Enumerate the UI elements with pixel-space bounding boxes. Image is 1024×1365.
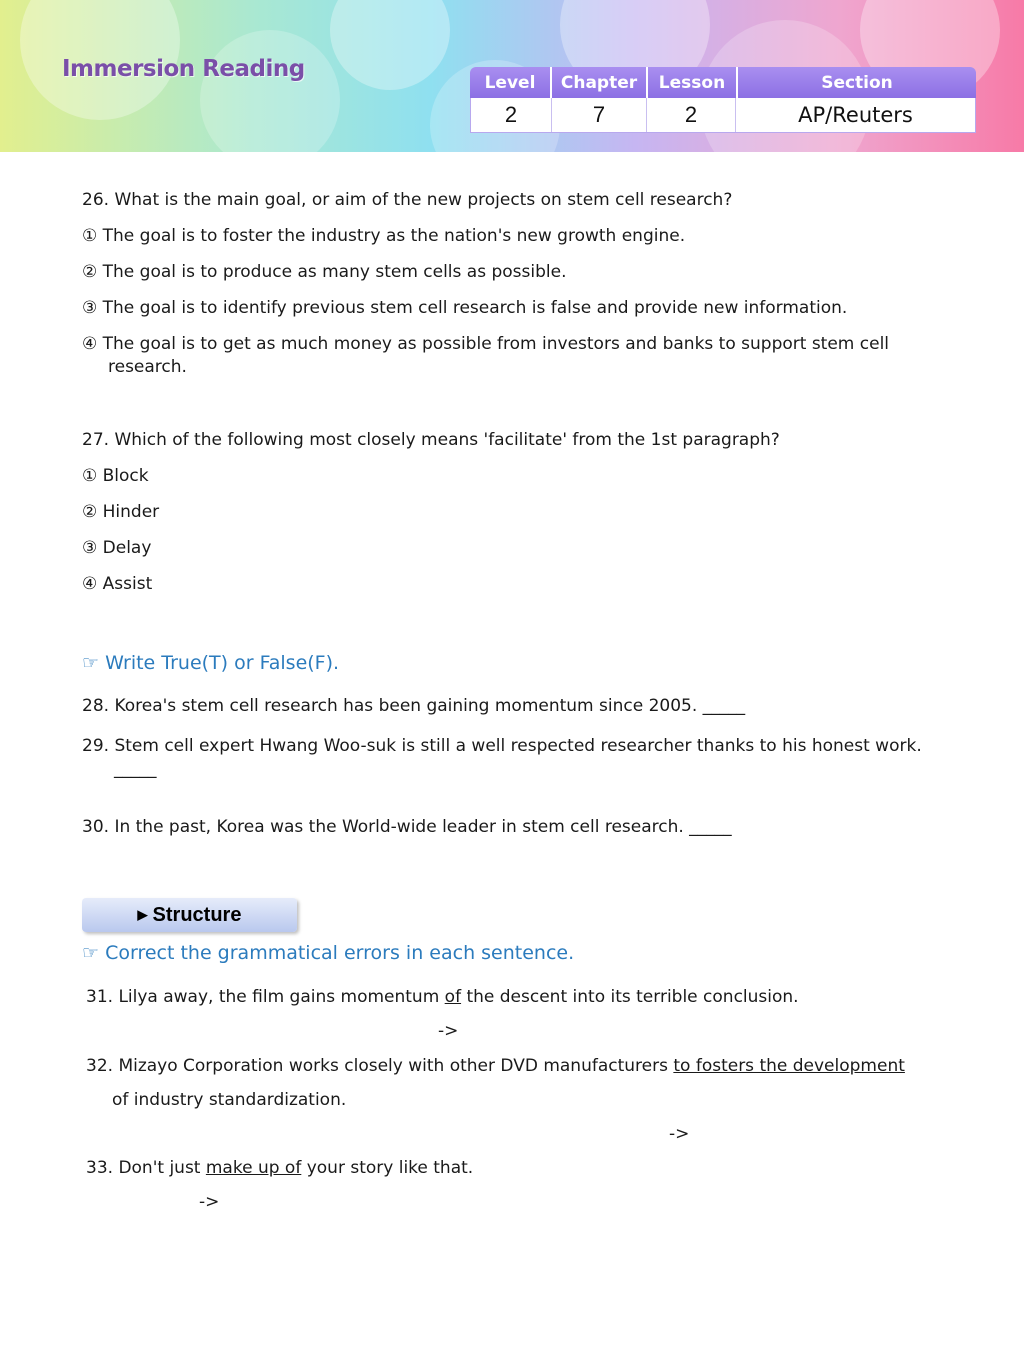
q32-error: to fosters the development	[673, 1056, 905, 1076]
lesson-header: Lesson	[648, 67, 738, 98]
question-33	[86, 1157, 473, 1179]
question-28: 28. Korea's stem cell research has been gaining momentum since 2005. _____	[82, 696, 746, 716]
q26-option-3: ③ The goal is to identify previous stem cell research is false and provide new information.	[82, 298, 848, 318]
grammar-instruction: ☞ Correct the grammatical errors in each sentence.	[82, 942, 575, 964]
q33-answer-arrow: ->	[199, 1192, 220, 1212]
section-header: Section	[821, 72, 893, 93]
q26-option-1: ① The goal is to foster the industry as the nation's new growth engine.	[82, 226, 686, 246]
chapter-value: 7	[552, 98, 647, 132]
q32-continued: of industry standardization.	[112, 1090, 347, 1110]
q33-text: 33. Don't just	[86, 1158, 206, 1178]
question-27: 27. Which of the following most closely means 'facilitate' from the 1st paragraph?	[82, 430, 780, 450]
q27-option-2: ② Hinder	[82, 502, 160, 522]
q33-error: make up of	[205, 1158, 302, 1178]
true-false-instruction: ☞ Write True(T) or False(F).	[82, 652, 340, 674]
triangle-right-icon: ▶	[137, 907, 148, 922]
lesson-info-table	[470, 67, 976, 133]
q32-answer-arrow: ->	[669, 1124, 690, 1144]
structure-label: Structure	[152, 903, 242, 926]
lesson-info-header	[470, 67, 976, 98]
chapter-header: Chapter	[552, 67, 648, 98]
q32-text: 32. Mizayo Corporation works closely with other DVD manufacturers	[86, 1056, 674, 1076]
question-30: 30. In the past, Korea was the World-wide leader in stem cell research. _____	[82, 817, 732, 837]
level-header: Level	[470, 67, 552, 98]
decor-bubble	[330, 0, 450, 90]
q31-text-end: the descent into its terrible conclusion.	[461, 987, 799, 1007]
q26-option-4-continued: research.	[108, 357, 187, 377]
level-value: 2	[471, 98, 552, 132]
q27-option-1: ① Block	[82, 466, 149, 486]
section-value: AP/Reuters	[798, 103, 913, 127]
q27-option-4: ④ Assist	[82, 574, 153, 594]
q27-option-3: ③ Delay	[82, 538, 152, 558]
structure-section-button	[82, 898, 297, 932]
q31-error: of	[444, 987, 462, 1007]
q26-option-4: ④ The goal is to get as much money as possible from investors and banks to support stem cell	[82, 334, 890, 354]
q31-answer-arrow: ->	[438, 1021, 459, 1041]
question-26: 26. What is the main goal, or aim of the new projects on stem cell research?	[82, 190, 733, 210]
brand-logo: Immersion Reading	[62, 56, 305, 82]
decor-bubble	[200, 30, 340, 152]
lesson-info-values	[470, 98, 976, 133]
q31-text: 31. Lilya away, the film gains momentum	[86, 987, 445, 1007]
q33-text-end: your story like that.	[301, 1158, 474, 1178]
lesson-value: 2	[647, 98, 736, 132]
header-banner	[0, 0, 1024, 152]
q29-answer-blank: _____	[114, 759, 157, 779]
q26-option-2: ② The goal is to produce as many stem cells as possible.	[82, 262, 567, 282]
question-29: 29. Stem cell expert Hwang Woo-suk is still a well respected researcher thanks to his honest work.	[82, 736, 922, 756]
question-32	[86, 1055, 905, 1077]
question-31	[86, 986, 799, 1008]
